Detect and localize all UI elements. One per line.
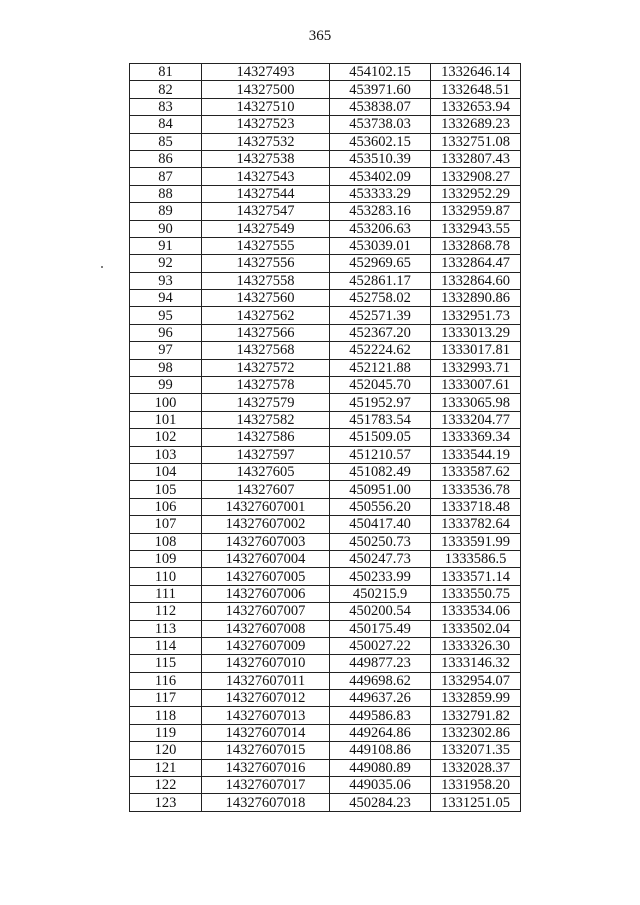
table-row [130,742,521,759]
x-coordinate-cell: 450951.00 [330,481,431,498]
row-number-cell: 98 [130,359,202,376]
row-number-cell: 91 [130,237,202,254]
row-number-cell: 121 [130,759,202,776]
x-coordinate-cell: 450200.54 [330,603,431,620]
point-id-cell: 14327607006 [202,585,330,602]
point-id-cell: 14327586 [202,429,330,446]
table-row [130,463,521,480]
point-id-cell: 14327607 [202,481,330,498]
row-number-cell: 90 [130,220,202,237]
y-coordinate-cell: 1333587.62 [431,463,521,480]
point-id-cell: 14327607011 [202,672,330,689]
row-number-cell: 123 [130,794,202,811]
point-id-cell: 14327568 [202,342,330,359]
x-coordinate-cell: 450417.40 [330,516,431,533]
table-row [130,377,521,394]
point-id-cell: 14327607001 [202,498,330,515]
table-row [130,342,521,359]
y-coordinate-cell: 1331958.20 [431,777,521,794]
row-number-cell: 109 [130,550,202,567]
table-row [130,533,521,550]
y-coordinate-cell: 1332071.35 [431,742,521,759]
x-coordinate-cell: 449877.23 [330,655,431,672]
x-coordinate-cell: 450175.49 [330,620,431,637]
y-coordinate-cell: 1332791.82 [431,707,521,724]
x-coordinate-cell: 452367.20 [330,324,431,341]
y-coordinate-cell: 1332959.87 [431,203,521,220]
y-coordinate-cell: 1332943.55 [431,220,521,237]
row-number-cell: 92 [130,255,202,272]
x-coordinate-cell: 452758.02 [330,290,431,307]
table-row [130,481,521,498]
row-number-cell: 104 [130,463,202,480]
table-row [130,498,521,515]
point-id-cell: 14327493 [202,64,330,81]
row-number-cell: 119 [130,724,202,741]
table-row [130,290,521,307]
y-coordinate-cell: 1332952.29 [431,185,521,202]
x-coordinate-cell: 454102.15 [330,64,431,81]
y-coordinate-cell: 1333146.32 [431,655,521,672]
row-number-cell: 112 [130,603,202,620]
table-body [130,64,521,812]
point-id-cell: 14327556 [202,255,330,272]
row-number-cell: 85 [130,133,202,150]
x-coordinate-cell: 449080.89 [330,759,431,776]
table-row [130,116,521,133]
y-coordinate-cell: 1333544.19 [431,446,521,463]
x-coordinate-cell: 450247.73 [330,550,431,567]
x-coordinate-cell: 451210.57 [330,446,431,463]
x-coordinate-cell: 450556.20 [330,498,431,515]
x-coordinate-cell: 450215.9 [330,585,431,602]
table-row [130,359,521,376]
x-coordinate-cell: 452861.17 [330,272,431,289]
table-row [130,777,521,794]
y-coordinate-cell: 1333591.99 [431,533,521,550]
table-row [130,168,521,185]
point-id-cell: 14327597 [202,446,330,463]
y-coordinate-cell: 1332689.23 [431,116,521,133]
stray-mark [101,266,103,268]
point-id-cell: 14327532 [202,133,330,150]
row-number-cell: 118 [130,707,202,724]
y-coordinate-cell: 1333718.48 [431,498,521,515]
x-coordinate-cell: 449108.86 [330,742,431,759]
y-coordinate-cell: 1333536.78 [431,481,521,498]
row-number-cell: 96 [130,324,202,341]
point-id-cell: 14327607012 [202,690,330,707]
y-coordinate-cell: 1333017.81 [431,342,521,359]
row-number-cell: 111 [130,585,202,602]
table-row [130,307,521,324]
table-row [130,429,521,446]
point-id-cell: 14327544 [202,185,330,202]
x-coordinate-cell: 453971.60 [330,81,431,98]
row-number-cell: 87 [130,168,202,185]
row-number-cell: 94 [130,290,202,307]
y-coordinate-cell: 1333571.14 [431,568,521,585]
row-number-cell: 101 [130,411,202,428]
y-coordinate-cell: 1332864.60 [431,272,521,289]
point-id-cell: 14327607018 [202,794,330,811]
row-number-cell: 108 [130,533,202,550]
table-row [130,255,521,272]
row-number-cell: 86 [130,150,202,167]
point-id-cell: 14327549 [202,220,330,237]
table-row [130,203,521,220]
row-number-cell: 81 [130,64,202,81]
y-coordinate-cell: 1332028.37 [431,759,521,776]
table-row [130,237,521,254]
y-coordinate-cell: 1332646.14 [431,64,521,81]
x-coordinate-cell: 453602.15 [330,133,431,150]
page-number: 365 [308,28,332,44]
x-coordinate-cell: 450233.99 [330,568,431,585]
x-coordinate-cell: 449035.06 [330,777,431,794]
row-number-cell: 103 [130,446,202,463]
row-number-cell: 100 [130,394,202,411]
y-coordinate-cell: 1332951.73 [431,307,521,324]
row-number-cell: 89 [130,203,202,220]
point-id-cell: 14327578 [202,377,330,394]
row-number-cell: 84 [130,116,202,133]
table-row [130,655,521,672]
x-coordinate-cell: 450284.23 [330,794,431,811]
y-coordinate-cell: 1332908.27 [431,168,521,185]
table-row [130,690,521,707]
x-coordinate-cell: 449637.26 [330,690,431,707]
point-id-cell: 14327607002 [202,516,330,533]
point-id-cell: 14327558 [202,272,330,289]
y-coordinate-cell: 1333065.98 [431,394,521,411]
table-row [130,446,521,463]
row-number-cell: 116 [130,672,202,689]
point-id-cell: 14327560 [202,290,330,307]
x-coordinate-cell: 453283.16 [330,203,431,220]
table-row [130,220,521,237]
row-number-cell: 120 [130,742,202,759]
row-number-cell: 97 [130,342,202,359]
point-id-cell: 14327543 [202,168,330,185]
y-coordinate-cell: 1333534.06 [431,603,521,620]
y-coordinate-cell: 1332868.78 [431,237,521,254]
row-number-cell: 82 [130,81,202,98]
y-coordinate-cell: 1332954.07 [431,672,521,689]
point-id-cell: 14327500 [202,81,330,98]
x-coordinate-cell: 452045.70 [330,377,431,394]
row-number-cell: 93 [130,272,202,289]
row-number-cell: 88 [130,185,202,202]
y-coordinate-cell: 1332890.86 [431,290,521,307]
x-coordinate-cell: 453039.01 [330,237,431,254]
point-id-cell: 14327607014 [202,724,330,741]
table-row [130,707,521,724]
row-number-cell: 110 [130,568,202,585]
table-row [130,394,521,411]
x-coordinate-cell: 452969.65 [330,255,431,272]
x-coordinate-cell: 452224.62 [330,342,431,359]
y-coordinate-cell: 1332751.08 [431,133,521,150]
point-id-cell: 14327607016 [202,759,330,776]
table-row [130,603,521,620]
table-row [130,516,521,533]
table-row [130,759,521,776]
row-number-cell: 117 [130,690,202,707]
point-id-cell: 14327607013 [202,707,330,724]
y-coordinate-cell: 1333326.30 [431,637,521,654]
point-id-cell: 14327607003 [202,533,330,550]
table-row [130,272,521,289]
table-row [130,637,521,654]
row-number-cell: 106 [130,498,202,515]
row-number-cell: 95 [130,307,202,324]
point-id-cell: 14327547 [202,203,330,220]
table-row [130,585,521,602]
x-coordinate-cell: 451509.05 [330,429,431,446]
table-row [130,324,521,341]
x-coordinate-cell: 453402.09 [330,168,431,185]
point-id-cell: 14327607005 [202,568,330,585]
y-coordinate-cell: 1332807.43 [431,150,521,167]
x-coordinate-cell: 450027.22 [330,637,431,654]
x-coordinate-cell: 453206.63 [330,220,431,237]
row-number-cell: 102 [130,429,202,446]
row-number-cell: 107 [130,516,202,533]
row-number-cell: 105 [130,481,202,498]
point-id-cell: 14327607008 [202,620,330,637]
table-row [130,185,521,202]
y-coordinate-cell: 1332648.51 [431,81,521,98]
point-id-cell: 14327607007 [202,603,330,620]
y-coordinate-cell: 1331251.05 [431,794,521,811]
point-id-cell: 14327607010 [202,655,330,672]
x-coordinate-cell: 449264.86 [330,724,431,741]
table-row [130,550,521,567]
point-id-cell: 14327555 [202,237,330,254]
table-row [130,724,521,741]
point-id-cell: 14327523 [202,116,330,133]
point-id-cell: 14327510 [202,98,330,115]
row-number-cell: 83 [130,98,202,115]
x-coordinate-cell: 449586.83 [330,707,431,724]
point-id-cell: 14327607009 [202,637,330,654]
table-row [130,81,521,98]
y-coordinate-cell: 1333550.75 [431,585,521,602]
point-id-cell: 14327579 [202,394,330,411]
y-coordinate-cell: 1332653.94 [431,98,521,115]
y-coordinate-cell: 1332864.47 [431,255,521,272]
row-number-cell: 99 [130,377,202,394]
point-id-cell: 14327607015 [202,742,330,759]
row-number-cell: 115 [130,655,202,672]
x-coordinate-cell: 451783.54 [330,411,431,428]
table-row [130,794,521,811]
y-coordinate-cell: 1332859.99 [431,690,521,707]
x-coordinate-cell: 453838.07 [330,98,431,115]
x-coordinate-cell: 452121.88 [330,359,431,376]
x-coordinate-cell: 453738.03 [330,116,431,133]
x-coordinate-cell: 451082.49 [330,463,431,480]
row-number-cell: 122 [130,777,202,794]
point-id-cell: 14327605 [202,463,330,480]
point-id-cell: 14327562 [202,307,330,324]
point-id-cell: 14327538 [202,150,330,167]
table-row [130,672,521,689]
x-coordinate-cell: 453333.29 [330,185,431,202]
y-coordinate-cell: 1333586.5 [431,550,521,567]
table-row [130,133,521,150]
point-id-cell: 14327607017 [202,777,330,794]
point-id-cell: 14327572 [202,359,330,376]
point-id-cell: 14327566 [202,324,330,341]
table-row [130,64,521,81]
y-coordinate-cell: 1333007.61 [431,377,521,394]
y-coordinate-cell: 1332993.71 [431,359,521,376]
row-number-cell: 114 [130,637,202,654]
row-number-cell: 113 [130,620,202,637]
x-coordinate-cell: 451952.97 [330,394,431,411]
y-coordinate-cell: 1333782.64 [431,516,521,533]
x-coordinate-cell: 452571.39 [330,307,431,324]
y-coordinate-cell: 1332302.86 [431,724,521,741]
table-row [130,620,521,637]
table-row [130,568,521,585]
y-coordinate-cell: 1333369.34 [431,429,521,446]
table-row [130,150,521,167]
y-coordinate-cell: 1333502.04 [431,620,521,637]
x-coordinate-cell: 453510.39 [330,150,431,167]
table-row [130,98,521,115]
x-coordinate-cell: 450250.73 [330,533,431,550]
y-coordinate-cell: 1333013.29 [431,324,521,341]
point-id-cell: 14327607004 [202,550,330,567]
table-row [130,411,521,428]
coordinates-table [129,63,521,812]
x-coordinate-cell: 449698.62 [330,672,431,689]
y-coordinate-cell: 1333204.77 [431,411,521,428]
point-id-cell: 14327582 [202,411,330,428]
